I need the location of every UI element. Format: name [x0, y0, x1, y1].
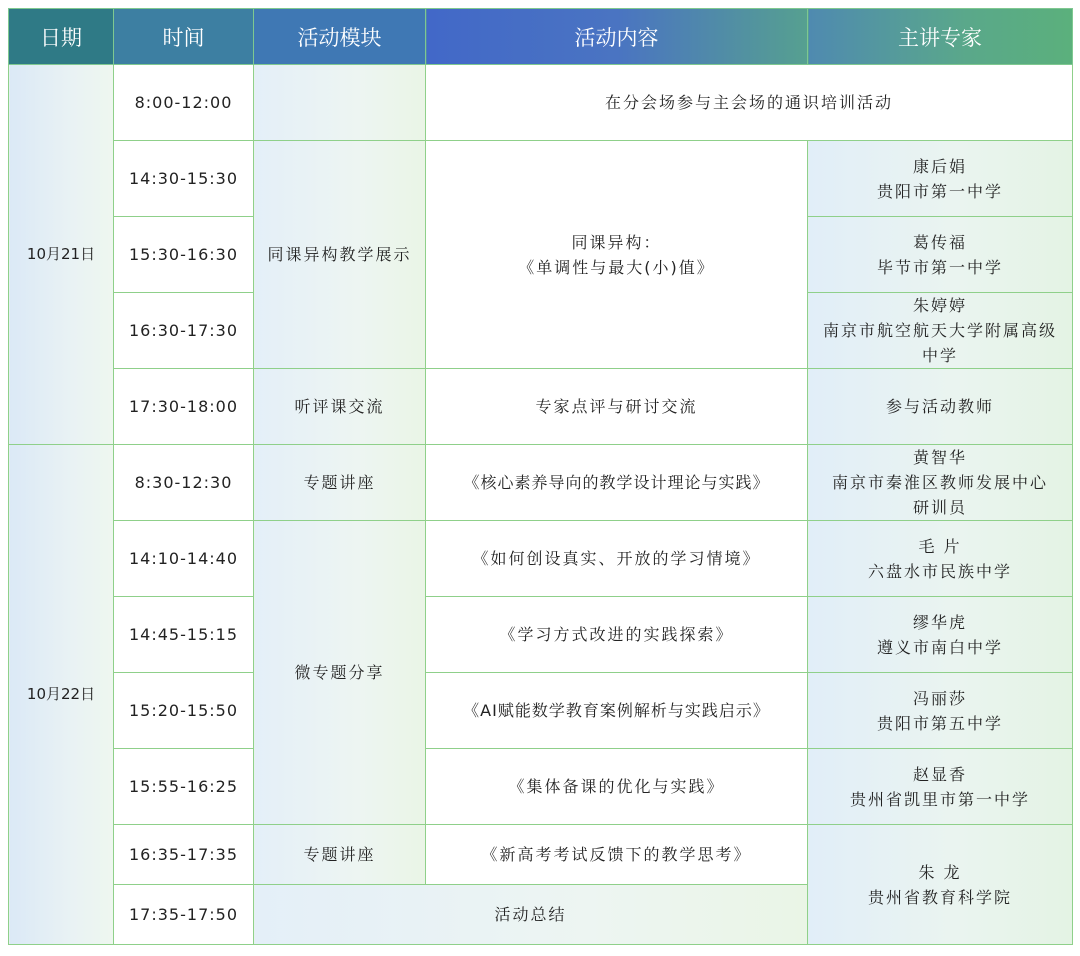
content-line: 同课异构： [571, 232, 662, 252]
expert-name: 康后娟 [912, 156, 967, 176]
time-cell: 16:30-17:30 [114, 293, 254, 369]
expert-name: 葛传福 [912, 232, 967, 252]
header-expert: 主讲专家 [808, 9, 1073, 65]
header-row [9, 9, 1073, 65]
expert-cell: 参与活动教师 [808, 369, 1073, 445]
time-cell: 8:30-12:30 [114, 445, 254, 521]
expert-cell [808, 293, 1073, 369]
expert-cell [808, 825, 1073, 945]
content-cell: 在分会场参与主会场的通识培训活动 [426, 65, 1073, 141]
expert-role: 研训员 [912, 498, 967, 517]
table-row [9, 521, 1073, 597]
module-cell: 专题讲座 [254, 445, 426, 521]
expert-cell [808, 597, 1073, 673]
table-row [9, 141, 1073, 217]
content-cell: 《核心素养导向的教学设计理论与实践》 [426, 445, 808, 521]
content-cell: 专家点评与研讨交流 [426, 369, 808, 445]
expert-cell [808, 217, 1073, 293]
date-cell: 10月22日 [9, 445, 114, 945]
expert-org: 贵州省教育科学院 [867, 887, 1012, 907]
table-row [9, 749, 1073, 825]
table-row [9, 825, 1073, 885]
module-cell: 专题讲座 [254, 825, 426, 885]
expert-cell [808, 673, 1073, 749]
header-module: 活动模块 [254, 9, 426, 65]
time-cell: 14:10-14:40 [114, 521, 254, 597]
schedule-container [8, 8, 1073, 945]
content-line: 《单调性与最大(小)值》 [518, 257, 715, 277]
module-cell-empty [254, 65, 426, 141]
expert-org: 贵州省凯里市第一中学 [849, 789, 1030, 809]
content-cell: 《如何创设真实、开放的学习情境》 [426, 521, 808, 597]
expert-name: 黄智华 [912, 448, 967, 467]
time-cell: 15:55-16:25 [114, 749, 254, 825]
expert-org: 南京市秦淮区教师发展中心 [831, 473, 1048, 492]
time-cell: 17:35-17:50 [114, 885, 254, 945]
expert-org: 南京市航空航天大学附属高级中学 [822, 321, 1057, 365]
expert-name: 冯丽莎 [912, 688, 967, 708]
expert-cell [808, 749, 1073, 825]
content-cell [426, 141, 808, 369]
expert-cell [808, 445, 1073, 521]
expert-name: 缪华虎 [912, 612, 967, 632]
date-cell: 10月21日 [9, 65, 114, 445]
expert-name: 朱 龙 [918, 862, 962, 882]
time-cell: 15:30-16:30 [114, 217, 254, 293]
expert-org: 贵阳市第五中学 [876, 713, 1003, 733]
table-row [9, 597, 1073, 673]
time-cell: 15:20-15:50 [114, 673, 254, 749]
expert-cell [808, 521, 1073, 597]
header-content: 活动内容 [426, 9, 808, 65]
content-cell: 《学习方式改进的实践探索》 [426, 597, 808, 673]
table-row [9, 673, 1073, 749]
header-time: 时间 [114, 9, 254, 65]
time-cell: 14:45-15:15 [114, 597, 254, 673]
table-row [9, 445, 1073, 521]
expert-name: 毛 片 [918, 536, 962, 556]
time-cell: 17:30-18:00 [114, 369, 254, 445]
schedule-table [8, 8, 1073, 945]
table-row [9, 369, 1073, 445]
module-cell: 听评课交流 [254, 369, 426, 445]
module-cell: 微专题分享 [254, 521, 426, 825]
expert-org: 毕节市第一中学 [876, 257, 1003, 277]
time-cell: 14:30-15:30 [114, 141, 254, 217]
expert-cell [808, 141, 1073, 217]
module-cell: 同课异构教学展示 [254, 141, 426, 369]
content-cell: 《新高考考试反馈下的教学思考》 [426, 825, 808, 885]
table-row [9, 65, 1073, 141]
summary-cell: 活动总结 [254, 885, 808, 945]
expert-name: 赵显香 [912, 764, 967, 784]
content-cell: 《AI赋能数学教育案例解析与实践启示》 [426, 673, 808, 749]
content-cell: 《集体备课的优化与实践》 [426, 749, 808, 825]
time-cell: 16:35-17:35 [114, 825, 254, 885]
expert-name: 朱婷婷 [912, 296, 967, 315]
expert-org: 遵义市南白中学 [876, 637, 1003, 657]
expert-org: 六盘水市民族中学 [867, 561, 1012, 581]
time-cell: 8:00-12:00 [114, 65, 254, 141]
header-date: 日期 [9, 9, 114, 65]
expert-org: 贵阳市第一中学 [876, 181, 1003, 201]
